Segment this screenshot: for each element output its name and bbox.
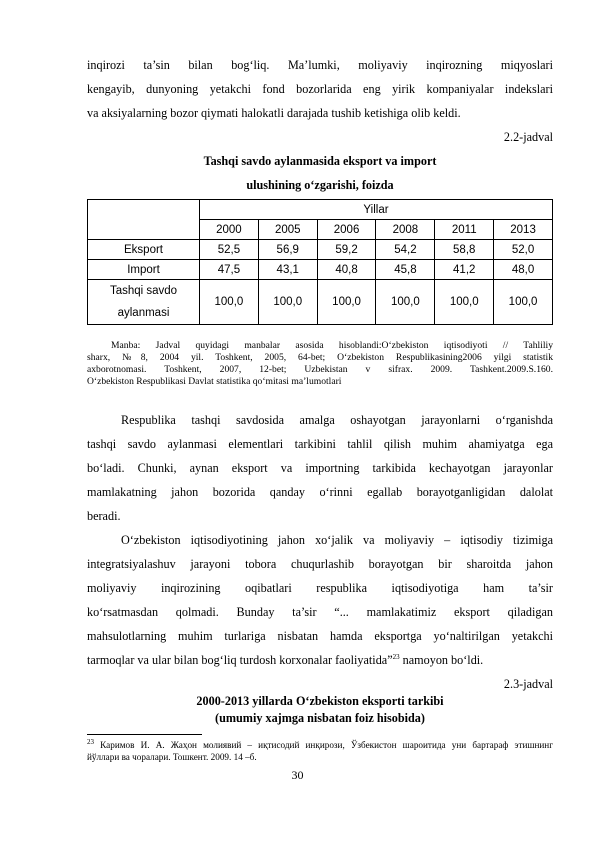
body-text-line: mamlakatning jahon bozorida qanday o‘rinni egallab borayotganligidan dalolat — [87, 485, 553, 499]
year-header: 2008 — [376, 220, 435, 240]
footnote-separator — [87, 734, 202, 735]
row-label: Import — [88, 260, 200, 280]
footnote-number: 23 — [87, 737, 94, 746]
table-group-header: Yillar — [200, 200, 553, 220]
row-label — [88, 280, 200, 325]
table-cell: 56,9 — [258, 240, 317, 260]
body-text-line: va aksiyalarning bozor qiymati halokatli darajada tushib ketishiga olib keldi. — [87, 106, 461, 120]
table-cell: 43,1 — [258, 260, 317, 280]
body-text-line — [87, 652, 553, 668]
page-number: 30 — [291, 768, 304, 782]
table-cell: 58,8 — [435, 240, 494, 260]
footnote-text: Каримов И. А. Жаҳон молиявий – иқтисодий инқирози, Ўзбекистон шароитида уни бартараф этишнинг — [94, 740, 553, 750]
year-header: 2011 — [435, 220, 494, 240]
year-header: 2000 — [200, 220, 259, 240]
footnote-ref[interactable]: 23 — [392, 652, 400, 661]
table-row — [88, 280, 553, 325]
body-text-line: moliyaviy inqirozining oqibatlari respublika iqtisodiyotiga ham ta’sir — [87, 581, 553, 595]
body-text-line: O‘zbekiston iqtisodiyotining jahon xo‘jalik va moliyaviy – iqtisodiy tizimiga — [121, 533, 553, 547]
table-cell: 41,2 — [435, 260, 494, 280]
body-text-line: bo‘ladi. Chunki, aynan eksport va importning tarkibida kechayotgan jarayonlar — [87, 461, 553, 475]
trade-share-table — [87, 199, 553, 325]
table-title: ulushining o‘zgarishi, foizda — [246, 178, 394, 192]
table-label: 2.2-jadval — [503, 130, 553, 144]
year-header: 2005 — [258, 220, 317, 240]
table-cell: 59,2 — [317, 240, 376, 260]
table-row — [88, 240, 553, 260]
row-label-line: aylanmasi — [117, 307, 170, 319]
year-header: 2006 — [317, 220, 376, 240]
table-cell: 100,0 — [494, 280, 553, 325]
table-title: 2000-2013 yillarda O‘zbekiston eksporti tarkibi — [196, 694, 444, 708]
quote-tail: namoyon bo‘ldi. — [399, 653, 484, 667]
table-corner-cell — [88, 200, 200, 240]
table-cell: 48,0 — [494, 260, 553, 280]
body-text-line: tashqi savdo aylanmasi elementlari tarkibini tahlil qilish muhim ahamiyatga ega — [87, 437, 553, 451]
source-note-line: O‘zbekiston Respublikasi Davlat statistika qo‘mitasi ma’lumotlari — [87, 376, 342, 387]
source-note-line: Manba: Jadval quyidagi manbalar asosida hisoblandi:O‘zbekiston iqtisodiyoti // Tahliliy — [111, 340, 553, 351]
table-title: (umumiy xajmga nisbatan foiz hisobida) — [215, 711, 425, 725]
table-cell: 45,8 — [376, 260, 435, 280]
table-cell: 100,0 — [435, 280, 494, 325]
table-cell: 54,2 — [376, 240, 435, 260]
table-cell: 100,0 — [200, 280, 259, 325]
body-text-line: Respublika tashqi savdosida amalga oshayotgan jarayonlarni o‘rganishda — [121, 413, 553, 427]
table-cell: 100,0 — [317, 280, 376, 325]
footnote-line: йўллари ва чоралари. Тошкент. 2009. 14 –б. — [87, 752, 257, 762]
table-cell: 100,0 — [376, 280, 435, 325]
body-text-line: mahsulotlarning muhim turlariga nisbatan hamda eksportga yo‘naltirilgan yetakchi — [87, 629, 553, 643]
body-text-line: inqirozi ta’sin bilan bog‘liq. Ma’lumki, moliyaviy inqirozning miqyoslari — [87, 58, 553, 72]
table-cell: 100,0 — [258, 280, 317, 325]
row-label-line: Tashqi savdo — [109, 285, 178, 297]
table-label: 2.3-jadval — [503, 677, 553, 691]
body-text-line: kengayib, dunyoning yetakchi fond bozorlarida eng yirik kompaniyalar indekslari — [87, 82, 553, 96]
table-cell: 52,5 — [200, 240, 259, 260]
table-title: Tashqi savdo aylanmasida eksport va import — [203, 154, 437, 168]
quote-text: tarmoqlar va ular bilan bog‘liq turdosh korxonalar faoliyatida” — [87, 653, 393, 667]
body-text-line: ko‘rsatmasdan qolmadi. Bunday ta’sir “... mamlakatimiz eksport qiladigan — [87, 605, 553, 619]
table-row — [88, 260, 553, 280]
table-cell: 52,0 — [494, 240, 553, 260]
source-note-line: sharx, №8, 2004 yil. Toshkent, 2005, 64-bet; O‘zbekiston Respublikasining2006 yilgi statistik — [87, 352, 553, 363]
source-note-line: axborotnomasi. Toshkent, 2007, 12-bet; Uzbekistan v sifrax. 2009. Tashkent.2009.S.160. — [87, 364, 553, 375]
footnote-line — [87, 739, 553, 751]
body-text-line: beradi. — [87, 509, 121, 523]
table-cell: 47,5 — [200, 260, 259, 280]
year-header: 2013 — [494, 220, 553, 240]
row-label: Eksport — [88, 240, 200, 260]
body-text-line: integratsiyalashuv jarayoni tobora chuqurlashib borayotgan bir sharoitda jahon — [87, 557, 553, 571]
table-cell: 40,8 — [317, 260, 376, 280]
